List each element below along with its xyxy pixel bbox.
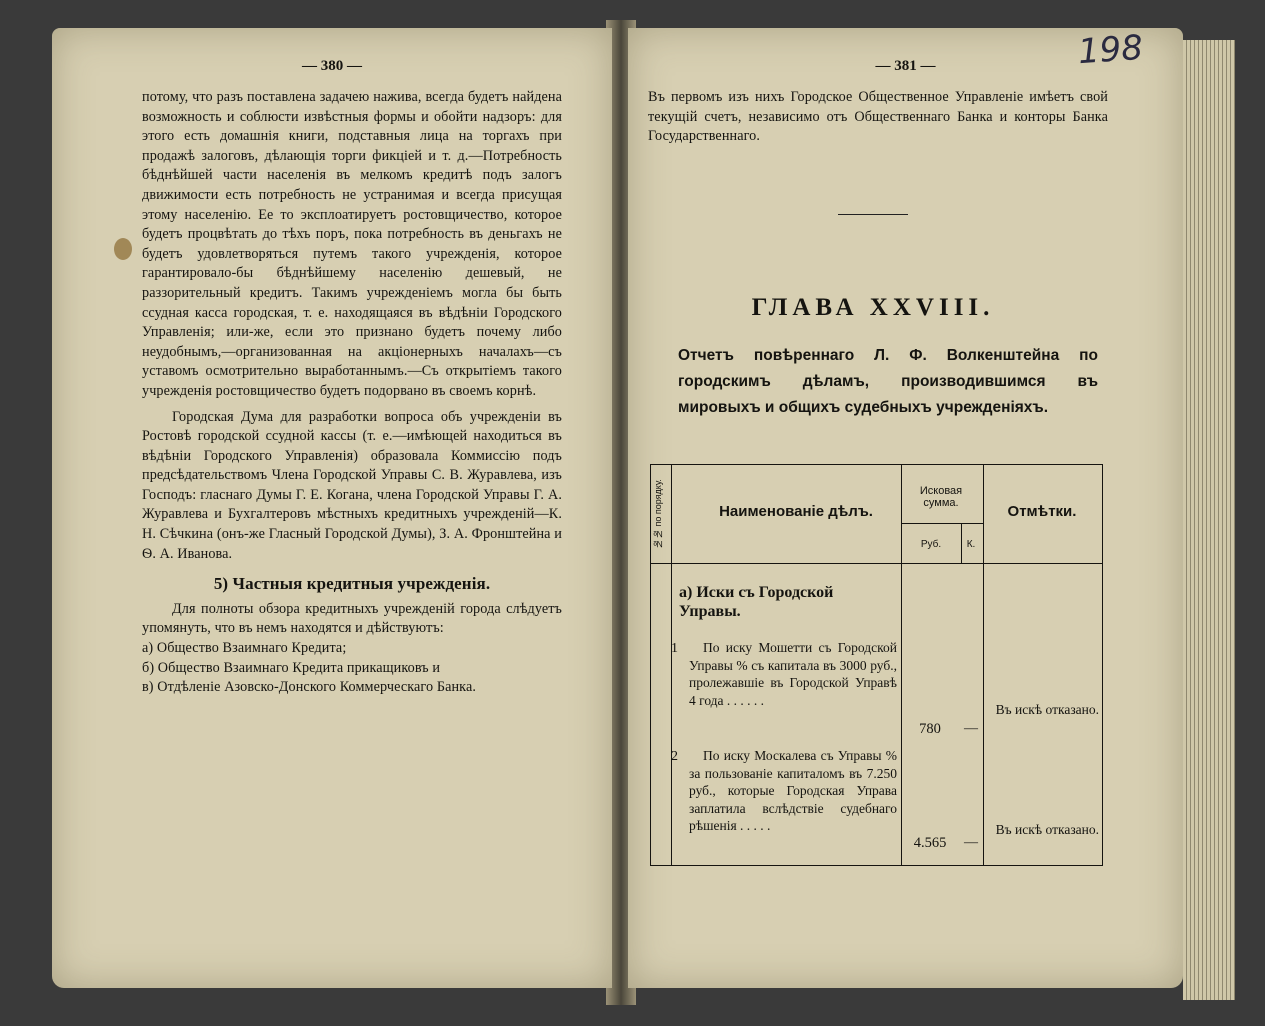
page-number-left: — 380 — xyxy=(302,58,362,74)
row-rubles: 4.565 xyxy=(913,835,947,851)
cases-table xyxy=(650,464,1103,866)
table-col-divider xyxy=(983,465,984,865)
paragraph-3: Для полноты обзора кредитныхъ учрежденій города слѣдуетъ упомянуть, что въ немъ находятся и дѣйствуютъ: xyxy=(142,600,562,637)
right-page xyxy=(628,28,1183,988)
table-header-notes: Отмѣтки. xyxy=(1007,503,1077,520)
table-header-name: Наименованіе дѣлъ. xyxy=(719,503,873,520)
chapter-subtitle: Отчетъ повѣреннаго Л. Ф. Волкенштейна по городскимъ дѣламъ, производившимся въ мировыхъ и общихъ судебныхъ учрежденіяхъ. xyxy=(678,347,1098,416)
table-header-kop: К. xyxy=(966,539,976,550)
row-kopecks: — xyxy=(964,835,978,850)
page-number-right: — 381 — xyxy=(875,58,936,74)
divider xyxy=(838,214,908,215)
row-note: Въ искѣ отказано. xyxy=(995,822,1099,837)
row-kopecks: — xyxy=(964,721,978,736)
table-col-divider xyxy=(671,465,672,865)
left-page xyxy=(52,28,612,988)
row-number: 2 xyxy=(671,749,678,764)
row-description: По иску Москалева съ Управы % за пользованіе капиталомъ въ 7.250 руб., которые Городская Управа заплатила вслѣдствіе судебнаго рѣшенія . . . . . xyxy=(689,748,897,833)
chapter-title: ГЛАВА XXVIII. xyxy=(751,294,995,321)
table-col-divider xyxy=(901,465,902,865)
table-header-rub: Руб. xyxy=(920,539,942,550)
table-sum-header-rule xyxy=(901,523,983,524)
page-edges xyxy=(1183,40,1235,1000)
handwritten-page-number: 198 xyxy=(1076,28,1145,73)
row-rubles: 780 xyxy=(919,721,941,737)
left-body xyxy=(142,88,562,698)
paragraph-1: потому, что разъ поставлена задачею нажива, всегда будетъ найдена возможность и соблюсти извѣстныя формы и обойти надзоръ: для этого есть домашнія книги, подставныя лица на торгахъ при продажѣ залоговъ, дѣлающія торги фикціей и т. д.—Потребность бѣднѣйшей части населенія въ мелкомъ кредитѣ подъ залогъ движимости есть потребность не устранимая и всегда присущая этому населенію. Ее то эксплоатируетъ ростовщичество, которое будетъ процвѣтать до тѣхъ поръ, пока потребность въ деньгахъ не будетъ удовлетворяться путемъ такого учрежденія, которое гарантировало-бы бѣднѣйшему населенію дешевый, не раззорительный кредитъ. Такимъ учрежденіемъ могла бы быть ссудная касса городская, т. е. находящаяся въ вѣдѣніи Городского Управленія; или-же, если это признано будетъ почему либо неудобнымъ,—организованная на акціонерныхъ началахъ—съ уставомъ осмотрительно выработаннымъ.—Съ открытіемъ такого учрежденія ростовщичество будетъ подорвано въ своемъ корнѣ. xyxy=(142,89,562,399)
paragraph-2: Городская Дума для разработки вопроса объ учрежденіи въ Ростовѣ городской ссудной кассы (т. е.—имѣющей находиться въ вѣдѣніи Городского Управленія) образовала Коммиссію подъ предсѣдательствомъ Члена Городской Управы С. В. Журавлева, изъ Господъ: гласнаго Думы Г. Е. Когана, члена Городской Управы Г. А. Журавлева и Бухгалтеровъ мѣстныхъ кредитныхъ учрежденій—К. Н. Сѣчкина (онъ-же Гласный Городской Думы), З. А. Фронштейна и Ѳ. А. Иванова. xyxy=(142,408,562,562)
intro-paragraph: Въ первомъ изъ нихъ Городское Общественное Управленіе имѣетъ свой текущій счетъ, независимо отъ Общественнаго Банка и конторы Банка Государственнаго. xyxy=(648,89,1108,145)
row-number: 1 xyxy=(671,641,678,656)
section-title: 5) Частныя кредитныя учрежденія. xyxy=(213,574,491,594)
row-note: Въ искѣ отказано. xyxy=(995,702,1099,717)
table-header-rule xyxy=(651,563,1102,564)
list-item: б) Общество Взаимнаго Кредита прикащиковъ и xyxy=(142,659,441,676)
table-header-sum: Исковая сумма. xyxy=(919,485,963,509)
table-header-num: №№ по порядку. xyxy=(653,479,663,549)
ink-stain xyxy=(114,238,132,260)
list-item: в) Отдѣленіе Азовско-Донского Коммерческаго Банка. xyxy=(142,679,476,696)
table-subsection: а) Иски съ Городской Управы. xyxy=(679,584,834,620)
row-description: По иску Мошетти съ Городской Управы % съ капитала въ 3000 руб., пролежавшіе въ Городской Управѣ 4 года . . . . . . xyxy=(689,640,897,708)
list-item: а) Общество Взаимнаго Кредита; xyxy=(142,640,347,657)
